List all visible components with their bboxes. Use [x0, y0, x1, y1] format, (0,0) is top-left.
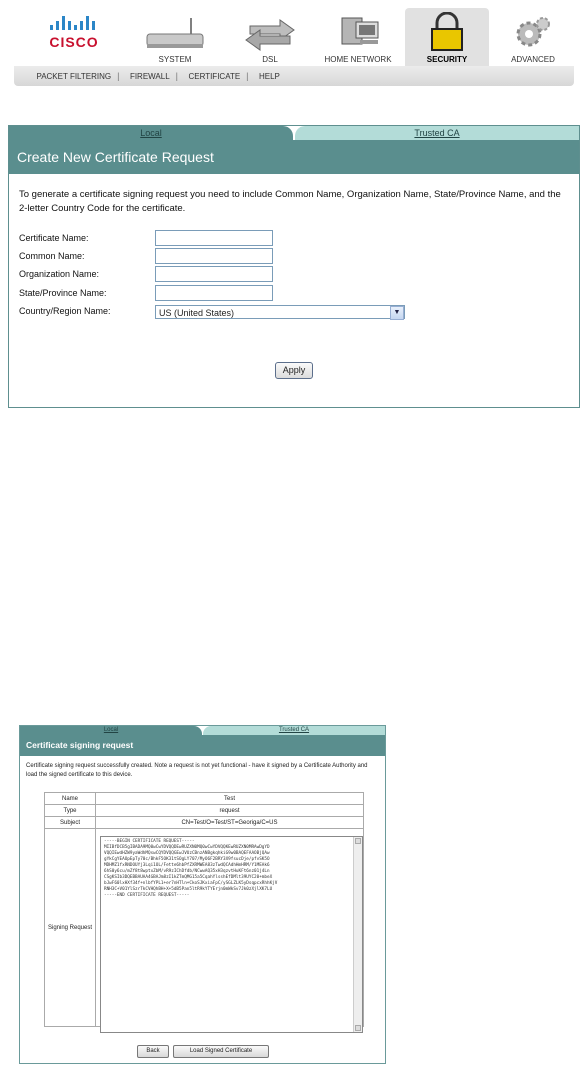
arrows-icon — [228, 12, 312, 52]
table-row — [45, 817, 364, 829]
table-row — [45, 793, 364, 805]
back-button[interactable]: Back — [137, 1045, 169, 1058]
success-message: Certificate signing request successfully created. Note a request is not yet functional - have it signed by a Certificate Authority and load the signed certificate to this device. — [26, 763, 368, 778]
load-signed-certificate-button[interactable]: Load Signed Certificate — [173, 1045, 269, 1058]
subnav-firewall[interactable]: FIREWALL — [129, 72, 170, 81]
subnav-packet-filtering[interactable]: PACKET FILTERING — [36, 72, 112, 81]
scrollbar[interactable] — [353, 837, 362, 1032]
nav-tab-label: SYSTEM — [158, 55, 192, 64]
create-request-panel — [8, 125, 580, 408]
row-key: Subject — [45, 817, 96, 829]
tab-trusted-ca[interactable]: Trusted CA — [295, 126, 579, 140]
nav-tab-dsl[interactable] — [228, 8, 312, 66]
certificate-name-label: Certificate Name: — [19, 233, 89, 243]
tab-local[interactable]: Local — [20, 726, 202, 735]
signing-request-text: -----BEGIN CERTIFICATE REQUEST----- MIIBfDCB5gIBADA9MQ0wCwYDVQQDEwRUZXN0MQ0wCwYDVQQKEwRUZXN0MRAwDgYD VQQIEwdHZW9yaWdhMQswCQYDVQQGEwJVUzCBnzANBgkqhkiG9w0BAQEFAAOBjQAw gYkCgYEAOpEpTy70c/BhkF5OK31tSOgLY707/MyO6F2BRY3X9fsucDje/pfvSK5O MDHMZ1fxRNDOUYj3Lqi1OL/Fette6hbPfZXRMWEA83zTwdQCAdhHmHRM/Y1MEAk6 6hS0y6cu/mZf8t8wptxZbM/vR9zIChDfdb/NCwwAQ35xH3qzvtHuKFt6nz01j4Ln CSgKSIb3DQEBBAUAA4GBAJm8zI1kZTmQMG15a5CqahYlsshEfDMlt39UYC20+mbeX bJwF60lxHXf34f+nlbfYPL1+er7nHTln+CkoSJKxiaFpC/ySGLZLK5yDsqpcxRhhKjV RNH3C+V01YlSzrTkCVHQhBH+X+5dB5Pan5ltR9kYTYErjn0mWkSv7Jk0zXjlXK7LU -----END CERTIFICATE REQUEST----- — [104, 839, 278, 898]
organization-name-input[interactable] — [155, 266, 273, 282]
country-region-label: Country/Region Name: — [19, 306, 111, 316]
state-province-label: State/Province Name: — [19, 288, 107, 298]
row-key: Name — [45, 793, 96, 805]
nav-tab-security[interactable] — [405, 8, 489, 66]
page-title: Create New Certificate Request — [9, 140, 579, 174]
cisco-bars-icon — [50, 16, 98, 30]
padlock-icon — [405, 12, 489, 52]
common-name-input[interactable] — [155, 248, 273, 264]
section-title: Certificate signing request — [20, 735, 385, 756]
intro-text: To generate a certificate signing request you need to include Common Name, Organization Name, State/Province Name, and the 2-letter Country Code for the certificate. — [19, 189, 561, 214]
organization-name-label: Organization Name: — [19, 269, 100, 279]
computers-icon — [316, 12, 400, 52]
scroll-up-icon[interactable] — [355, 838, 361, 844]
signing-request-textarea[interactable] — [100, 836, 363, 1033]
tab-trusted-ca[interactable]: Trusted CA — [203, 726, 385, 735]
certificate-name-input[interactable] — [155, 230, 273, 246]
security-subnav: PACKET FILTERING | FIREWALL | CERTIFICATE | HELP — [14, 66, 574, 86]
row-value: Test — [96, 793, 364, 805]
row-key: Type — [45, 805, 96, 817]
router-icon — [133, 12, 217, 52]
cisco-logo-text: CISCO — [49, 34, 99, 50]
nav-tab-home-network[interactable] — [316, 8, 400, 66]
cisco-logo — [48, 16, 100, 52]
nav-tab-advanced[interactable] — [491, 8, 575, 66]
nav-tab-label: HOME NETWORK — [324, 55, 392, 64]
table-row — [45, 805, 364, 817]
nav-tab-system[interactable] — [133, 8, 217, 66]
scroll-down-icon[interactable] — [355, 1025, 361, 1031]
nav-tab-label: ADVANCED — [511, 55, 555, 64]
signing-request-label: Signing Request — [45, 829, 96, 1027]
row-value: CN=Test/O=Test/ST=Georiga/C=US — [96, 817, 364, 829]
subnav-certificate[interactable]: CERTIFICATE — [188, 72, 241, 81]
nav-tab-label: DSL — [262, 55, 278, 64]
row-value: request — [96, 805, 364, 817]
chevron-down-icon[interactable]: ▼ — [390, 306, 404, 320]
common-name-label: Common Name: — [19, 251, 85, 261]
country-region-select[interactable] — [155, 305, 405, 319]
state-province-input[interactable] — [155, 285, 273, 301]
gears-icon — [491, 12, 575, 52]
signing-request-panel — [19, 725, 386, 1064]
country-region-value: US (United States) — [159, 308, 235, 318]
tab-local[interactable]: Local — [9, 126, 293, 140]
subnav-help[interactable]: HELP — [258, 72, 280, 81]
apply-button[interactable]: Apply — [275, 362, 313, 379]
nav-tab-label: SECURITY — [426, 55, 468, 64]
